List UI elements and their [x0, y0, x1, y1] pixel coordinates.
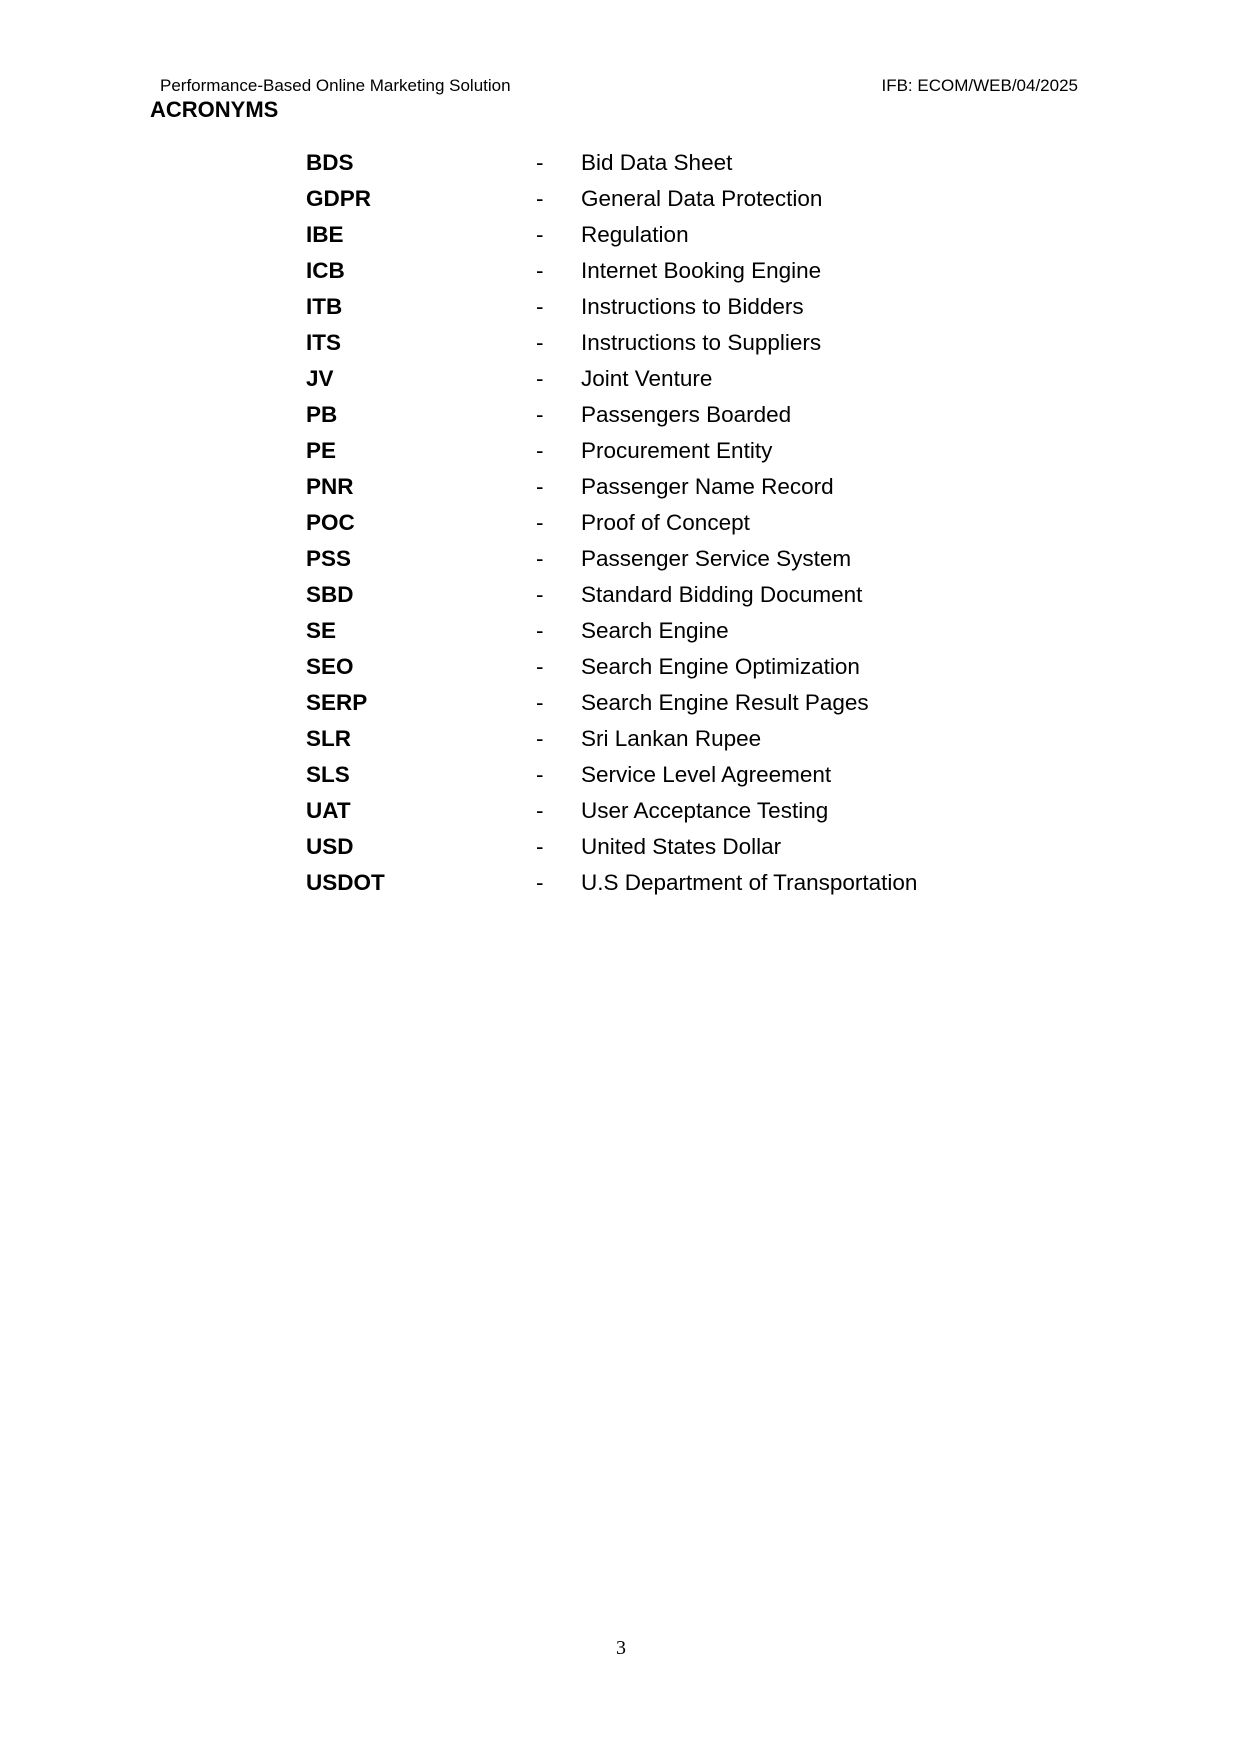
- acronym-definition: Instructions to Bidders: [581, 294, 804, 319]
- acronym-term: IBE: [306, 222, 344, 247]
- acronym-term: BDS: [306, 150, 354, 175]
- acronym-list: [306, 148, 1106, 904]
- acronym-separator: -: [536, 366, 544, 391]
- acronym-definition: Passenger Service System: [581, 546, 852, 571]
- acronym-definition: Service Level Agreement: [581, 762, 832, 787]
- acronym-definition: Standard Bidding Document: [581, 582, 863, 607]
- acronym-separator: -: [536, 258, 544, 283]
- acronym-row: [306, 364, 1106, 400]
- acronym-term: ITS: [306, 330, 342, 355]
- acronym-term: ICB: [306, 258, 345, 283]
- acronym-term: ITB: [306, 294, 343, 319]
- acronym-row: [306, 868, 1106, 904]
- acronym-term: JV: [306, 366, 334, 391]
- acronym-separator: -: [536, 762, 544, 787]
- acronym-term: PSS: [306, 546, 352, 571]
- page-number: 3: [616, 1637, 626, 1659]
- acronym-separator: -: [536, 222, 544, 247]
- acronym-definition: Bid Data Sheet: [581, 150, 733, 175]
- acronym-definition: Search Engine Result Pages: [581, 690, 869, 715]
- acronym-term: PB: [306, 402, 338, 427]
- acronym-separator: -: [536, 438, 544, 463]
- acronym-definition: General Data Protection: [581, 186, 823, 211]
- acronym-separator: -: [536, 474, 544, 499]
- acronym-definition: Instructions to Suppliers: [581, 330, 822, 355]
- acronym-row: [306, 436, 1106, 472]
- header-ifb-reference: IFB: ECOM/WEB/04/2025: [881, 76, 1078, 95]
- acronym-separator: -: [536, 690, 544, 715]
- acronym-separator: -: [536, 294, 544, 319]
- acronym-row: [306, 724, 1106, 760]
- acronym-row: [306, 328, 1106, 364]
- acronym-row: [306, 544, 1106, 580]
- acronym-term: GDPR: [306, 186, 372, 211]
- acronym-term: SBD: [306, 582, 354, 607]
- acronym-row: [306, 256, 1106, 292]
- acronym-row: [306, 508, 1106, 544]
- acronym-row: [306, 148, 1106, 184]
- acronym-row: [306, 220, 1106, 256]
- acronym-row: [306, 652, 1106, 688]
- acronym-separator: -: [536, 726, 544, 751]
- acronym-row: [306, 472, 1106, 508]
- acronym-row: [306, 292, 1106, 328]
- acronym-separator: -: [536, 798, 544, 823]
- acronym-row: [306, 796, 1106, 832]
- acronym-definition: Internet Booking Engine: [581, 258, 822, 283]
- acronym-term: USDOT: [306, 870, 385, 895]
- acronym-term: SE: [306, 618, 337, 643]
- acronym-term: PNR: [306, 474, 354, 499]
- acronym-definition: United States Dollar: [581, 834, 782, 859]
- acronym-definition: Sri Lankan Rupee: [581, 726, 762, 751]
- acronym-term: SLR: [306, 726, 351, 751]
- acronym-definition: Proof of Concept: [581, 510, 750, 535]
- acronym-row: [306, 580, 1106, 616]
- header-document-title: Performance-Based Online Marketing Solution: [160, 76, 511, 95]
- acronym-term: SERP: [306, 690, 368, 715]
- acronym-row: [306, 400, 1106, 436]
- acronym-separator: -: [536, 546, 544, 571]
- acronym-term: UAT: [306, 798, 351, 823]
- acronym-term: POC: [306, 510, 355, 535]
- acronym-term: USD: [306, 834, 354, 859]
- acronym-definition: U.S Department of Transportation: [581, 870, 918, 895]
- acronym-separator: -: [536, 654, 544, 679]
- acronym-definition: Procurement Entity: [581, 438, 773, 463]
- section-title: ACRONYMS: [150, 97, 279, 122]
- acronym-separator: -: [536, 510, 544, 535]
- acronym-separator: -: [536, 582, 544, 607]
- acronym-definition: Search Engine Optimization: [581, 654, 860, 679]
- acronym-row: [306, 688, 1106, 724]
- acronym-separator: -: [536, 186, 544, 211]
- acronym-row: [306, 616, 1106, 652]
- acronym-definition: Regulation: [581, 222, 689, 247]
- acronym-row: [306, 832, 1106, 868]
- acronym-row: [306, 184, 1106, 220]
- acronym-definition: Search Engine: [581, 618, 729, 643]
- acronym-separator: -: [536, 834, 544, 859]
- acronym-row: [306, 760, 1106, 796]
- acronym-term: PE: [306, 438, 337, 463]
- acronym-term: SEO: [306, 654, 354, 679]
- acronym-term: SLS: [306, 762, 350, 787]
- acronym-definition: Passengers Boarded: [581, 402, 792, 427]
- acronym-separator: -: [536, 330, 544, 355]
- acronym-definition: Joint Venture: [581, 366, 713, 391]
- acronym-separator: -: [536, 150, 544, 175]
- acronym-separator: -: [536, 618, 544, 643]
- acronym-definition: Passenger Name Record: [581, 474, 834, 499]
- acronym-definition: User Acceptance Testing: [581, 798, 829, 823]
- acronym-separator: -: [536, 402, 544, 427]
- acronym-separator: -: [536, 870, 544, 895]
